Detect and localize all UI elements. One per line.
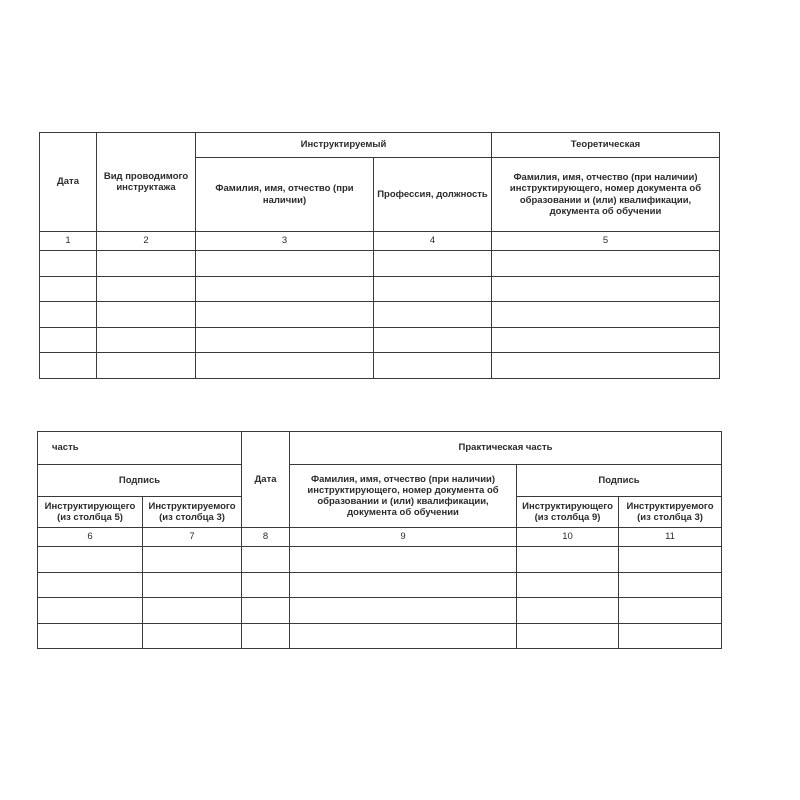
table-row (40, 353, 720, 379)
table-cell[interactable] (196, 353, 374, 379)
table-cell[interactable] (242, 623, 290, 649)
journal-table-top (39, 132, 720, 379)
header-signature: Подпись (38, 465, 242, 497)
table-cell[interactable] (374, 276, 492, 302)
table-cell[interactable] (619, 572, 722, 598)
table-cell[interactable] (517, 547, 619, 573)
table-cell[interactable] (97, 302, 196, 328)
table-row (38, 598, 722, 624)
table-cell[interactable] (492, 327, 720, 353)
table-cell[interactable] (40, 353, 97, 379)
table-cell[interactable] (97, 276, 196, 302)
table-row (40, 302, 720, 328)
table-cell[interactable] (242, 598, 290, 624)
table-cell[interactable] (242, 547, 290, 573)
journal-table-bottom (37, 431, 722, 649)
table-cell[interactable] (619, 598, 722, 624)
table-cell[interactable] (143, 547, 242, 573)
table-cell[interactable] (619, 623, 722, 649)
table-cell[interactable] (38, 547, 143, 573)
column-number-row (40, 232, 720, 251)
table-cell[interactable] (242, 572, 290, 598)
table-cell[interactable] (492, 276, 720, 302)
header-date: Дата (40, 133, 97, 232)
table-cell[interactable] (492, 353, 720, 379)
table-cell[interactable] (40, 302, 97, 328)
table-cell[interactable] (97, 251, 196, 277)
header-practical: Практическая часть (290, 432, 722, 465)
header-signature-practical: Подпись (517, 465, 722, 497)
table-cell[interactable] (517, 572, 619, 598)
table-cell[interactable] (38, 572, 143, 598)
table-cell[interactable] (374, 302, 492, 328)
table-cell[interactable] (374, 251, 492, 277)
header-date: Дата (242, 432, 290, 528)
table-row (38, 623, 722, 649)
table-row (38, 572, 722, 598)
column-number: 10 (517, 528, 619, 547)
table-cell[interactable] (290, 598, 517, 624)
column-number: 4 (374, 232, 492, 251)
column-number: 7 (143, 528, 242, 547)
table-cell[interactable] (374, 353, 492, 379)
table-cell[interactable] (143, 572, 242, 598)
header-theoretical: Теоретическая (492, 133, 720, 158)
header-instructed: Инструктируемый (196, 133, 492, 158)
column-number: 8 (242, 528, 290, 547)
column-number: 2 (97, 232, 196, 251)
table-cell[interactable] (492, 302, 720, 328)
table-cell[interactable] (97, 353, 196, 379)
header-instructor-info: Фамилия, имя, отчество (при наличии) инструктирующего, номер документа об образовании и (или) квалификации, документа об обучении (492, 158, 720, 232)
header-instructed-signature-practical: Инструктируемого (из столбца 3) (619, 497, 722, 528)
table-row (40, 327, 720, 353)
table-cell[interactable] (196, 302, 374, 328)
table-cell[interactable] (517, 598, 619, 624)
table-cell[interactable] (97, 327, 196, 353)
column-number-row (38, 528, 722, 547)
table-cell[interactable] (619, 547, 722, 573)
column-number: 3 (196, 232, 374, 251)
table-cell[interactable] (196, 276, 374, 302)
header-full-name: Фамилия, имя, отчество (при наличии) (196, 158, 374, 232)
table-cell[interactable] (290, 572, 517, 598)
table-row (38, 547, 722, 573)
header-instructed-signature: Инструктируемого (из столбца 3) (143, 497, 242, 528)
header-briefing-type: Вид проводимого инструктажа (97, 133, 196, 232)
table-cell[interactable] (38, 623, 143, 649)
table-cell[interactable] (143, 598, 242, 624)
table-row (40, 276, 720, 302)
header-part: часть (38, 432, 242, 465)
header-instructor-signature: Инструктирующего (из столбца 5) (38, 497, 143, 528)
header-instructor-info: Фамилия, имя, отчество (при наличии) инструктирующего, номер документа об образовании и (или) квалификации, документа об обучении (290, 465, 517, 528)
table-cell[interactable] (40, 327, 97, 353)
column-number: 5 (492, 232, 720, 251)
table-cell[interactable] (196, 327, 374, 353)
column-number: 9 (290, 528, 517, 547)
table-cell[interactable] (143, 623, 242, 649)
table-cell[interactable] (290, 623, 517, 649)
column-number: 6 (38, 528, 143, 547)
table-cell[interactable] (40, 251, 97, 277)
header-instructor-signature-practical: Инструктирующего (из столбца 9) (517, 497, 619, 528)
table-cell[interactable] (290, 547, 517, 573)
table-cell[interactable] (196, 251, 374, 277)
table-cell[interactable] (40, 276, 97, 302)
table-cell[interactable] (492, 251, 720, 277)
header-profession: Профессия, должность (374, 158, 492, 232)
table-cell[interactable] (374, 327, 492, 353)
table-cell[interactable] (38, 598, 143, 624)
column-number: 11 (619, 528, 722, 547)
table-cell[interactable] (517, 623, 619, 649)
table-row (40, 251, 720, 277)
column-number: 1 (40, 232, 97, 251)
